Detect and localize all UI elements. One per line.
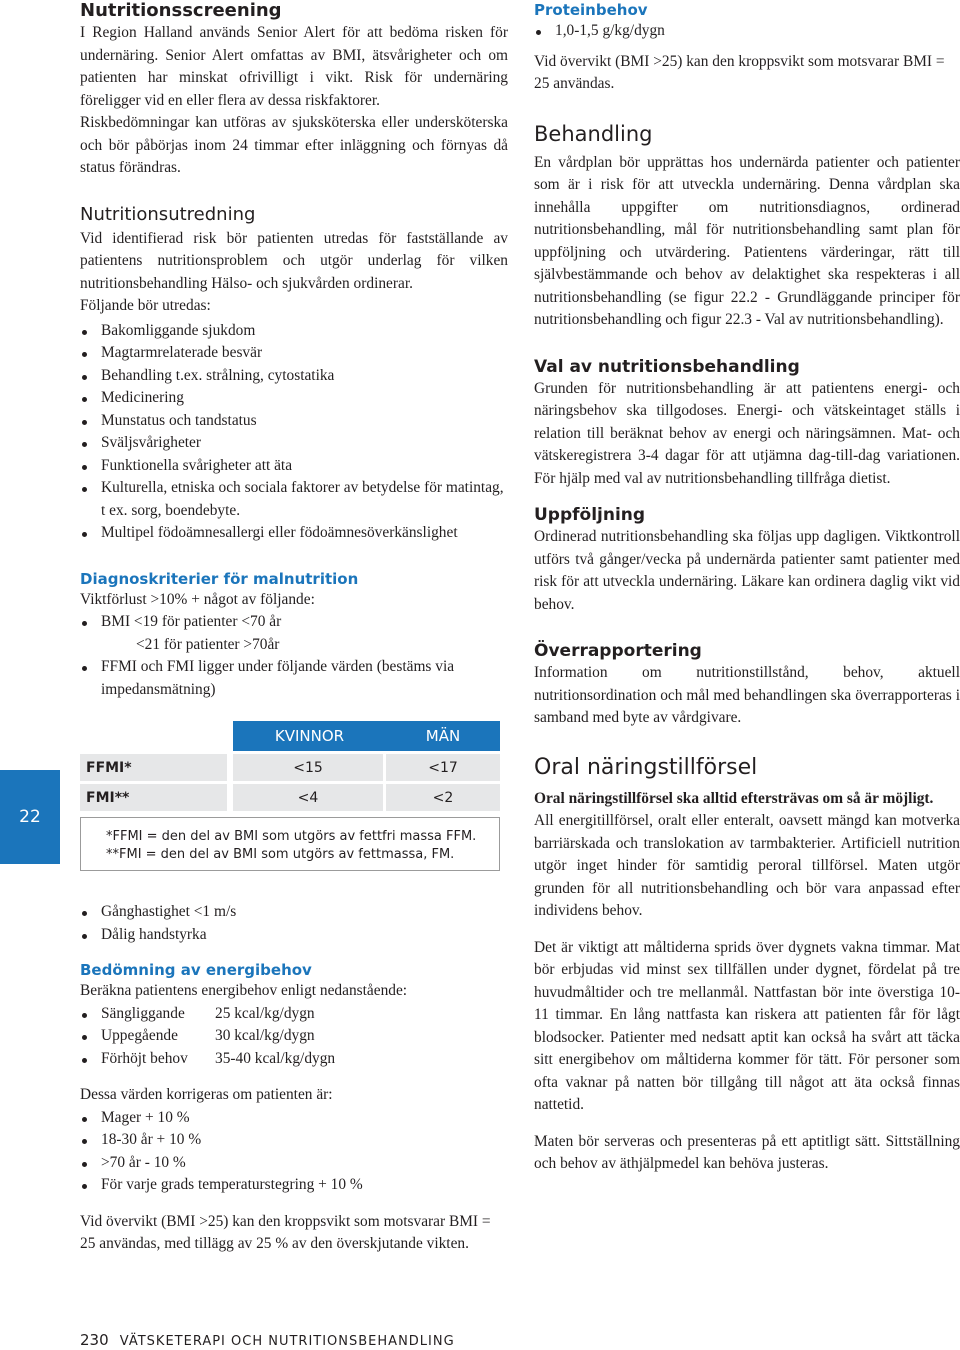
section-title: Proteinbehov xyxy=(534,1,648,19)
paragraph: En vårdplan bör upprättas hos undernärda patienter och patienter som är i risk för att utveckla undernäring. Denna vårdplan ska innehålla uppgifter om nutritionsdiagnos, ordinerad nutritionsbehandling, mål för nutritionsbehandling samt plan för uppföljning och utvärdering. Patientens värderingar, rätt till självbestämmande och behov av delaktighet ska respekteras i all nutritionsbehandling (se figur 22.2 - Grundläggande principer för nutritionsbehandling och figur 22.3 - Val av nutritionsbehandling). xyxy=(534,153,960,328)
paragraph: Riskbedömningar kan utföras av sjuksköterska eller undersköterska och bör påbörjas inom 24 timmar efter inläggning och förnyas då status förändras. xyxy=(80,114,508,176)
section-title: Bedömning av energibehov xyxy=(80,961,312,979)
paragraph: Beräkna patientens energibehov enligt nedanstående: xyxy=(80,982,408,999)
paragraph: Det är viktigt att måltiderna sprids över dygnets vakna timmar. Mat bör erbjudas vid minst sex tillfällen under dygnet, fördelat på tre huvudmåltider och tre mellanmål. Nattfastan bör inte överstiga 10-11 timmar. En lång nattfasta kan riskera att patienten får för lågt blodsocker. Patienter med nedsatt aptit kan också ha svårt att täcka sitt energibehov om måltiderna kommer för tätt. För personer som ofta vaknar på natten bör tillgång till något att äta också finnas nattetid. xyxy=(534,938,960,1113)
column-header: MÄN xyxy=(425,727,461,745)
bullet-list xyxy=(80,901,508,946)
column-header: KVINNOR xyxy=(274,727,345,745)
list-item: 1,0-1,5 g/kg/dygn xyxy=(534,20,960,43)
list-item: 18-30 år + 10 % xyxy=(80,1129,508,1152)
section-title: Nutritionsscreening xyxy=(80,0,282,21)
section-diagnos xyxy=(80,569,508,947)
list-item: FFMI och FMI ligger under följande värden (bestäms via impedansmätning) xyxy=(80,656,508,701)
section-title: Överrapportering xyxy=(534,641,702,661)
chapter-tab xyxy=(0,770,60,864)
bullet-list xyxy=(80,1003,508,1071)
list-item: Dålig handstyrka xyxy=(80,924,508,947)
section-title: Nutritionsutredning xyxy=(80,203,256,225)
bullet-list xyxy=(534,20,960,43)
level-value: 35-40 kcal/kg/dygn xyxy=(215,1049,336,1067)
bmi-line: BMI <19 för patienter <70 år xyxy=(101,613,282,630)
paragraph: Vid identifierad risk bör patienten utredas för fastställande av patientens nutritionsproblem och utgör underlag för vilken nutritionsbehandling Hälso- och sjukvården ordinerar. xyxy=(80,229,508,292)
page-number: 230 xyxy=(80,1331,109,1349)
paragraph: Maten bör serveras och presenteras på ett aptitligt sätt. Sittställning och behov av äthjälpmedel kan behöva justeras. xyxy=(534,1132,960,1172)
bullet-list xyxy=(80,611,508,701)
list-item: Munstatus och tandstatus xyxy=(80,410,508,433)
bullet-list xyxy=(80,1107,508,1197)
list-item xyxy=(80,611,508,656)
list-item: Gånghastighet <1 m/s xyxy=(80,901,508,924)
section-val xyxy=(534,356,960,491)
level-label: Sängliggande xyxy=(101,1004,185,1022)
list-item: För varje grads temperaturstegring + 10 % xyxy=(80,1174,508,1197)
section-title: Oral näringstillförsel xyxy=(534,754,758,780)
section-protein xyxy=(534,0,960,96)
bullet-list xyxy=(80,320,508,545)
paragraph: Ordinerad nutritionsbehandling ska följas upp dagligen. Viktkontroll utförs två gånger/vecka på undernärda patienter samt patienter med risk för att utveckla undernäring. Läkare kan ordinera daglig vikt vid behov. xyxy=(534,528,960,613)
section-screening xyxy=(80,0,508,180)
list-item: Medicinering xyxy=(80,387,508,410)
paragraph: Vid övervikt (BMI >25) kan den kroppsvikt som motsvarar BMI = 25 användas, med tillägg av 25 % av den överskjutande vikten. xyxy=(80,1212,491,1252)
page-footer xyxy=(80,1331,455,1349)
table-row xyxy=(80,754,500,781)
table-footnotes xyxy=(80,817,500,871)
level-value: 25 kcal/kg/dygn xyxy=(215,1004,315,1022)
row-label: FFMI* xyxy=(80,754,227,781)
section-oral xyxy=(534,754,960,1176)
chapter-number: 22 xyxy=(19,807,41,827)
ffmi-table xyxy=(80,721,500,871)
section-utredning xyxy=(80,204,508,545)
list-item: Sväljsvårigheter xyxy=(80,432,508,455)
left-column xyxy=(80,0,508,1256)
paragraph: Vid övervikt (BMI >25) kan den kroppsvikt som motsvarar BMI = 25 användas. xyxy=(534,52,945,92)
footnote: *FFMI = den del av BMI som utgörs av fettfri massa FFM. xyxy=(106,829,477,844)
row-label: FMI** xyxy=(80,784,227,811)
table-row xyxy=(80,784,500,811)
table-cell: <4 xyxy=(233,784,383,811)
section-behandling xyxy=(534,120,960,332)
list-item: Mager + 10 % xyxy=(80,1107,508,1130)
list-item: Behandling t.ex. strålning, cytostatika xyxy=(80,365,508,388)
list-item xyxy=(80,1003,508,1026)
lead-paragraph xyxy=(534,788,960,811)
section-overrapportering xyxy=(534,640,960,730)
paragraph: Dessa värden korrigeras om patienten är: xyxy=(80,1086,333,1103)
paragraph: Följande bör utredas: xyxy=(80,297,211,314)
list-item xyxy=(80,1025,508,1048)
right-column xyxy=(534,0,960,1176)
list-item: Bakomliggande sjukdom xyxy=(80,320,508,343)
section-title: Diagnoskriterier för malnutrition xyxy=(80,569,359,588)
section-title: Behandling xyxy=(534,121,653,146)
footnote: **FMI = den del av BMI som utgörs av fettmassa, FM. xyxy=(106,847,455,862)
table-cell: <15 xyxy=(233,754,383,781)
running-title: VÄTSKETERAPI OCH NUTRITIONSBEHANDLING xyxy=(119,1334,455,1349)
paragraph: I Region Halland används Senior Alert för att bedöma risken för undernäring. Senior Alert omfattas av BMI, ätsvårigheter och om patienten har minskat ofrivilligt i vikt. Risk för undernäring föreligger vid en eller flera av dessa riskfaktorer. xyxy=(80,24,508,109)
list-item: >70 år - 10 % xyxy=(80,1152,508,1175)
paragraph: Grunden för nutritionsbehandling är att patientens energi- och näringsbehov ska tillgodoses. Energi- och vätskeintaget ställs i relation till beräknat behov av energi och näringsämnen. Mat- och vätskeregistrera 3-4 dagar för att utjämna dag-till-dag variationen. För hjälp med val av nutritionsbehandling tillfråga dietist. xyxy=(534,379,960,487)
level-label: Förhöjt behov xyxy=(101,1049,188,1067)
bmi-line: <21 för patienter >70år xyxy=(136,635,280,653)
paragraph: Information om nutritionstillstånd, behov, aktuell nutritionsordination och mål med behandlingen ska överrapporteras i samband med byte av vårdgivare. xyxy=(534,664,960,726)
section-uppfoljning xyxy=(534,504,960,616)
paragraph: Viktförlust >10% + något av följande: xyxy=(80,590,315,608)
table-header xyxy=(233,721,500,751)
list-item: Magtarmrelaterade besvär xyxy=(80,342,508,365)
section-title: Val av nutritionsbehandling xyxy=(534,356,800,377)
table-cell: <2 xyxy=(386,784,500,811)
table-cell: <17 xyxy=(386,754,500,781)
list-item: Multipel födoämnesallergi eller födoämnesöverkänslighet xyxy=(80,522,508,545)
list-item: Kulturella, etniska och sociala faktorer av betydelse för matintag, t ex. sorg, boendebyte. xyxy=(80,477,508,522)
section-title: Uppföljning xyxy=(534,505,646,525)
section-energi xyxy=(80,960,508,1256)
level-value: 30 kcal/kg/dygn xyxy=(215,1027,315,1044)
list-item: Funktionella svårigheter att äta xyxy=(80,455,508,478)
level-label: Uppegående xyxy=(101,1027,178,1044)
paragraph: All energitillförsel, oralt eller enteralt, oavsett mängd kan motverka barriärskada och translokation av tarmbakterier. Artificiell nutrition utgör inget hinder för samtidig peroral tillförsel. Maten utgör grunden för all nutritionsbehandling och bör vara anpassad efter individens behov. xyxy=(534,812,960,919)
lead-text: Oral näringstillförsel ska alltid eftersträvas om så är möjligt. xyxy=(534,789,934,807)
list-item xyxy=(80,1048,508,1071)
